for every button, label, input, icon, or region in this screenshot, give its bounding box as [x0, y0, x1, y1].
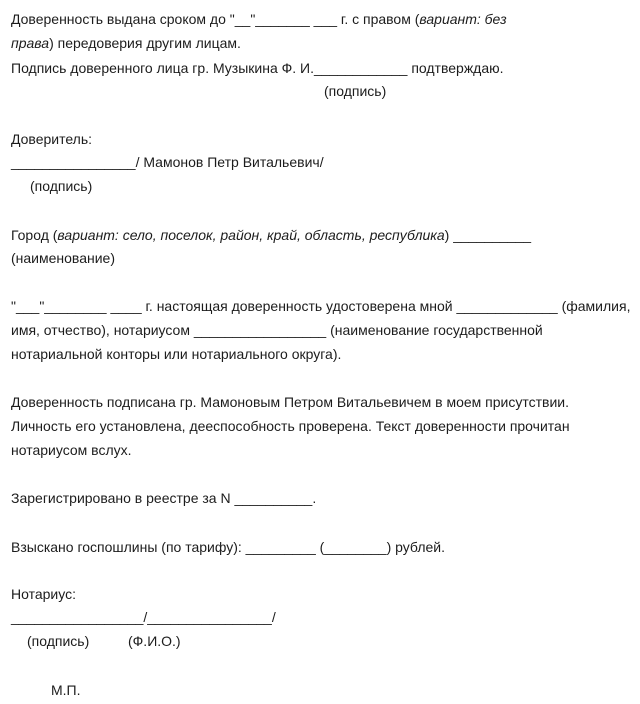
attorney-signature-caption: (подпись) — [324, 83, 387, 99]
signed-statement-line-3: нотариусом вслух. — [11, 442, 132, 458]
principal-signature-caption: (подпись) — [30, 178, 93, 194]
attorney-signature-line: Подпись доверенного лица гр. Музыкина Ф. И.____________ подтверждаю. — [11, 60, 504, 76]
notary-signature-line: _________________/________________/ — [11, 609, 276, 625]
certification-line-2: имя, отчество), нотариусом _________________ (наименование государственной — [11, 322, 543, 338]
term-variant-italic-cont: права — [11, 35, 50, 51]
notary-heading: Нотариус: — [11, 586, 76, 602]
certification-line-3: нотариальной конторы или нотариального округа). — [11, 346, 342, 362]
principal-signature-line: ________________/ Мамонов Петр Витальевич/ — [11, 154, 324, 170]
registry-line: Зарегистрировано в реестре за N __________. — [11, 490, 317, 506]
city-line — [11, 226, 531, 244]
notary-signature-caption: (подпись) — [27, 633, 90, 649]
signed-statement-line-1: Доверенность подписана гр. Мамоновым Петром Витальевичем в моем присутствии. — [11, 394, 569, 410]
city-suffix: ) __________ — [444, 227, 532, 243]
term-line-2-text: ) передоверия другим лицам. — [49, 35, 241, 51]
term-line-1-text: Доверенность выдана сроком до "__"_______ ___ г. с правом ( — [11, 11, 420, 27]
principal-heading: Доверитель: — [11, 131, 93, 147]
signed-statement-line-2: Личность его установлена, дееспособность проверена. Текст доверенности прочитан — [11, 418, 570, 434]
term-line-2 — [11, 34, 241, 52]
city-caption: (наименование) — [11, 250, 115, 266]
city-variant-italic: вариант: село, поселок, район, край, область, республика — [57, 227, 445, 243]
city-prefix: Город ( — [11, 227, 58, 243]
fee-line: Взыскано госпошлины (по тарифу): _________ (________) рублей. — [11, 539, 445, 555]
notary-name-caption: (Ф.И.О.) — [128, 633, 181, 649]
term-line-1 — [11, 10, 507, 28]
certification-line-1: "___"________ ____ г. настоящая доверенность удостоверена мной _____________ (фамилия, — [11, 298, 631, 314]
seal-mark: М.П. — [51, 682, 81, 698]
term-variant-italic: вариант: без — [419, 11, 507, 27]
